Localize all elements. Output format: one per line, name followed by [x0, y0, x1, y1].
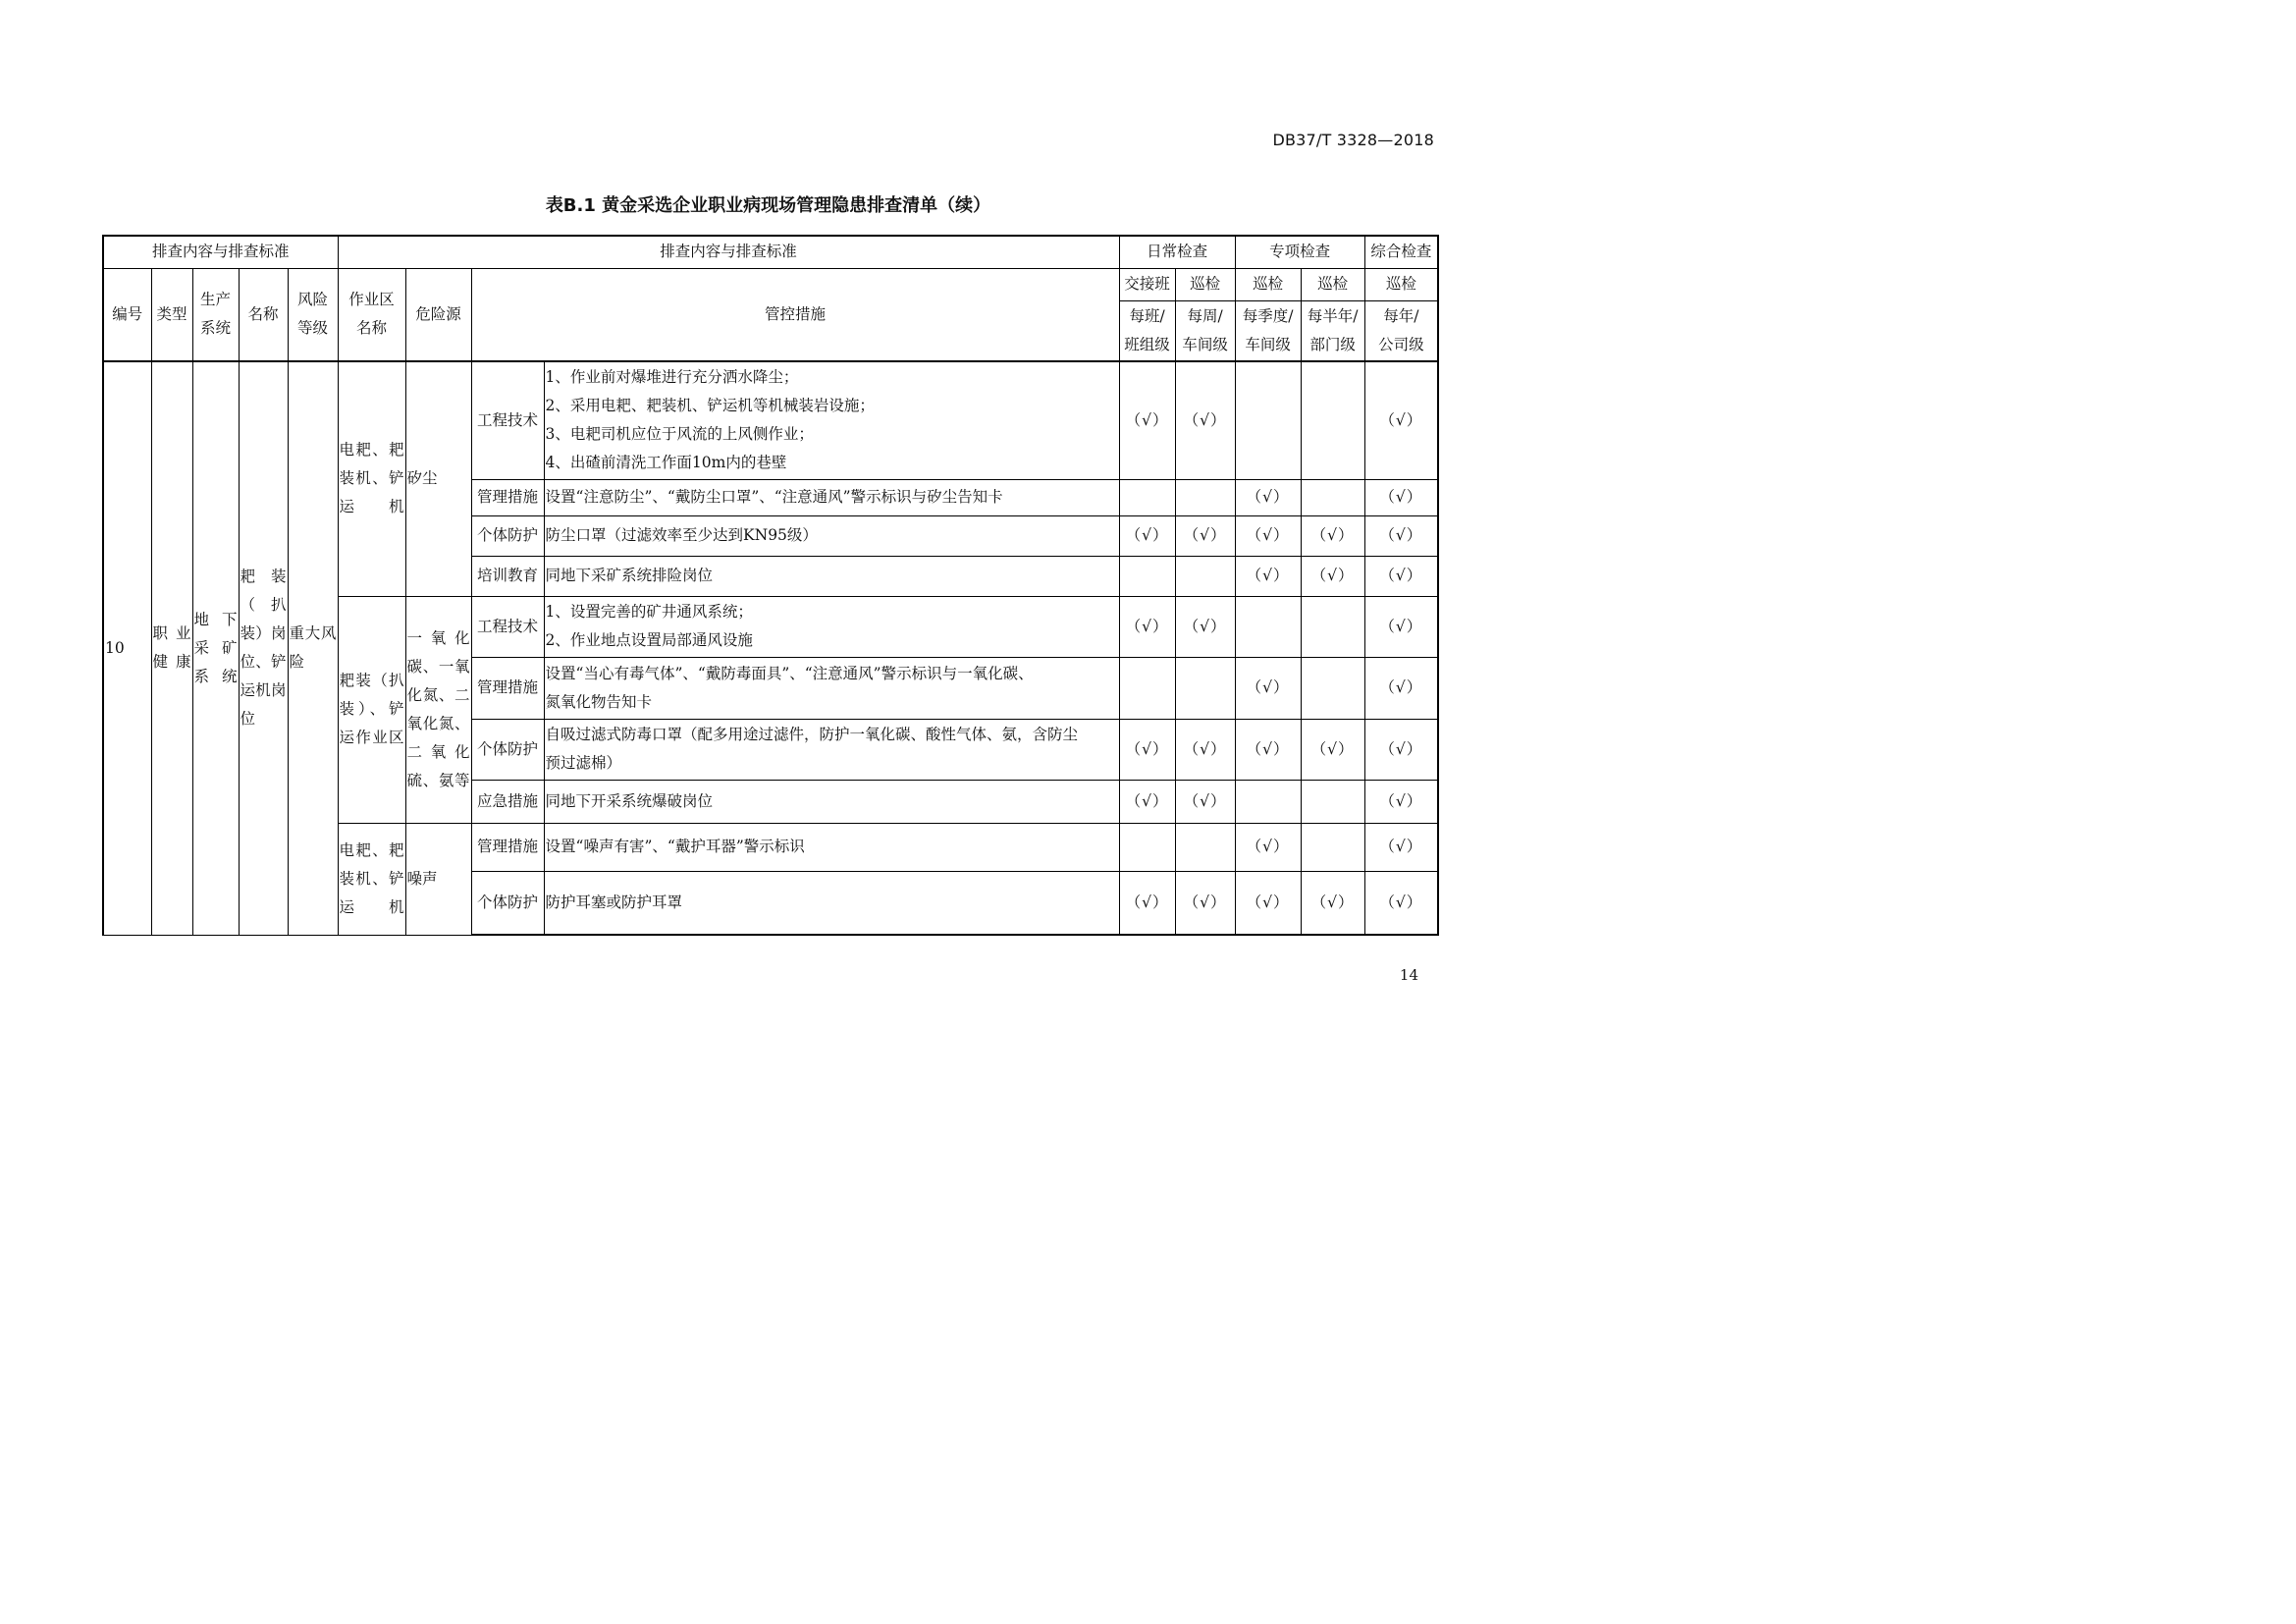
header-row-check-types [103, 268, 1438, 300]
hazard-source: 一氧化碳、一氧化氮、二氧化氮、二氧化硫、氨等 [405, 596, 471, 823]
row-system: 地下采矿系统 [192, 361, 239, 935]
group-header-right: 排查内容与排查标准 [338, 236, 1119, 268]
check-type-patrol-yearly: 巡检 [1364, 268, 1438, 300]
measure-detail [544, 823, 1119, 871]
frequency-weekly [1175, 300, 1235, 361]
frequency-quarterly-line2: 车间级 [1245, 335, 1291, 353]
row-number: 10 [103, 361, 151, 935]
measure-detail-line: 防护耳塞或防护耳罩 [545, 893, 683, 911]
measure-detail-line: 设置“当心有毒气体”、“戴防毒面具”、“注意通风”警示标识与一氧化碳、 [545, 664, 1034, 682]
check-mark-weekly [1175, 823, 1235, 871]
check-mark-weekly: （√） [1175, 596, 1235, 657]
frequency-yearly-line2: 公司级 [1378, 335, 1424, 353]
frequency-weekly-line1: 每周/ [1187, 306, 1223, 325]
col-header-measures: 管控措施 [471, 268, 1119, 361]
measure-detail [544, 361, 1119, 479]
check-mark-halfyear [1301, 361, 1364, 479]
frequency-halfyear-line1: 每半年/ [1307, 306, 1359, 325]
col-header-area-line1: 作业区 [348, 291, 395, 309]
row-name: 耙装（扒装）岗位、铲运机岗位 [239, 361, 288, 935]
measure-detail-line: 1、设置完善的矿井通风系统； [545, 603, 753, 621]
work-area-name: 耙装（扒装）、铲运作业区 [338, 596, 405, 823]
check-mark-shift: （√） [1119, 596, 1175, 657]
check-mark-weekly [1175, 556, 1235, 596]
check-mark-halfyear: （√） [1301, 556, 1364, 596]
document-page [0, 0, 1536, 1084]
col-header-type: 类型 [151, 268, 192, 361]
check-mark-shift [1119, 556, 1175, 596]
check-mark-yearly: （√） [1364, 361, 1438, 479]
col-header-area-line2: 名称 [356, 319, 388, 338]
measure-detail [544, 596, 1119, 657]
frequency-yearly-line1: 每年/ [1383, 306, 1419, 325]
check-mark-quarterly: （√） [1235, 657, 1301, 719]
check-mark-quarterly [1235, 596, 1301, 657]
work-area-name: 电耙、耙装机、铲运机 [338, 361, 405, 596]
check-mark-shift: （√） [1119, 719, 1175, 780]
col-header-number: 编号 [103, 268, 151, 361]
check-mark-weekly: （√） [1175, 515, 1235, 556]
check-mark-shift: （√） [1119, 515, 1175, 556]
check-mark-shift: （√） [1119, 780, 1175, 823]
measure-detail-line: 2、采用电耙、耙装机、铲运机等机械装岩设施； [545, 397, 875, 415]
check-mark-shift: （√） [1119, 871, 1175, 935]
check-type-patrol-weekly: 巡检 [1175, 268, 1235, 300]
check-mark-quarterly: （√） [1235, 871, 1301, 935]
frequency-halfyear [1301, 300, 1364, 361]
frequency-shift [1119, 300, 1175, 361]
measure-category: 工程技术 [471, 361, 544, 479]
col-header-risk-line1: 风险 [297, 291, 329, 309]
check-mark-halfyear: （√） [1301, 719, 1364, 780]
measure-detail [544, 780, 1119, 823]
group-header-comprehensive: 综合检查 [1364, 236, 1438, 268]
check-type-patrol-quarterly: 巡检 [1235, 268, 1301, 300]
check-mark-weekly: （√） [1175, 361, 1235, 479]
measure-category: 管理措施 [471, 479, 544, 515]
standard-code: DB37/T 3328—2018 [1272, 131, 1434, 149]
measure-detail-line: 防尘口罩（过滤效率至少达到KN95级） [545, 526, 818, 544]
measure-detail-line: 设置“噪声有害”、“戴护耳器”警示标识 [545, 838, 805, 855]
check-mark-shift [1119, 479, 1175, 515]
measure-detail-line: 预过滤棉） [545, 754, 622, 772]
check-mark-halfyear [1301, 479, 1364, 515]
check-mark-quarterly: （√） [1235, 823, 1301, 871]
measure-category: 管理措施 [471, 823, 544, 871]
frequency-shift-line1: 每班/ [1129, 306, 1165, 325]
hazard-checklist-table [102, 235, 1439, 936]
hazard-source: 矽尘 [405, 361, 471, 596]
col-header-name: 名称 [239, 268, 288, 361]
col-header-risk-line2: 等级 [297, 319, 329, 338]
col-header-system-line1: 生产 [199, 291, 231, 309]
check-mark-halfyear [1301, 596, 1364, 657]
measure-detail-line: 4、出碴前清洗工作面10m内的巷壁 [545, 454, 787, 472]
check-mark-weekly [1175, 479, 1235, 515]
col-header-area [338, 268, 405, 361]
measure-detail-line: 1、作业前对爆堆进行充分洒水降尘； [545, 368, 799, 387]
measure-detail [544, 479, 1119, 515]
col-header-system [192, 268, 239, 361]
frequency-quarterly [1235, 300, 1301, 361]
frequency-weekly-line2: 车间级 [1182, 335, 1228, 353]
col-header-risk [288, 268, 338, 361]
measure-detail-line: 同地下开采系统爆破岗位 [545, 791, 714, 810]
measure-detail [544, 871, 1119, 935]
check-mark-halfyear [1301, 780, 1364, 823]
row-risk: 重大风险 [288, 361, 338, 935]
header-row-groups [103, 236, 1438, 268]
measure-category: 个体防护 [471, 515, 544, 556]
measure-category: 工程技术 [471, 596, 544, 657]
measure-category: 应急措施 [471, 780, 544, 823]
check-mark-halfyear [1301, 657, 1364, 719]
check-mark-yearly: （√） [1364, 657, 1438, 719]
check-mark-yearly: （√） [1364, 871, 1438, 935]
measure-detail [544, 657, 1119, 719]
check-mark-yearly: （√） [1364, 780, 1438, 823]
group-header-daily: 日常检查 [1119, 236, 1235, 268]
check-mark-yearly: （√） [1364, 823, 1438, 871]
col-header-system-line2: 系统 [199, 319, 231, 338]
check-mark-weekly: （√） [1175, 780, 1235, 823]
table-title: 表B.1 黄金采选企业职业病现场管理隐患排查清单（续） [545, 195, 991, 216]
group-header-special: 专项检查 [1235, 236, 1364, 268]
check-mark-quarterly [1235, 780, 1301, 823]
work-area-name: 电耙、耙装机、铲运机 [338, 823, 405, 935]
measure-detail-line: 同地下采矿系统排险岗位 [545, 567, 714, 584]
check-mark-quarterly: （√） [1235, 556, 1301, 596]
row-type: 职业健康 [151, 361, 192, 935]
measure-detail-line: 2、作业地点设置局部通风设施 [545, 631, 753, 649]
frequency-halfyear-line2: 部门级 [1309, 335, 1356, 353]
frequency-quarterly-line1: 每季度/ [1242, 306, 1294, 325]
measure-detail-line: 3、电耙司机应位于风流的上风侧作业； [545, 425, 814, 444]
check-type-shift: 交接班 [1119, 268, 1175, 300]
check-mark-shift: （√） [1119, 361, 1175, 479]
check-mark-shift [1119, 657, 1175, 719]
page-number: 14 [1399, 966, 1418, 984]
check-mark-quarterly: （√） [1235, 719, 1301, 780]
check-type-patrol-halfyear: 巡检 [1301, 268, 1364, 300]
check-mark-weekly: （√） [1175, 871, 1235, 935]
measure-detail-line: 氮氧化物告知卡 [545, 692, 653, 711]
frequency-yearly [1364, 300, 1438, 361]
table-row [103, 361, 1438, 479]
group-header-left: 排查内容与排查标准 [103, 236, 338, 268]
measure-detail [544, 515, 1119, 556]
measure-detail [544, 719, 1119, 780]
measure-category: 培训教育 [471, 556, 544, 596]
hazard-source: 噪声 [405, 823, 471, 935]
check-mark-weekly: （√） [1175, 719, 1235, 780]
measure-category: 个体防护 [471, 719, 544, 780]
col-header-hazard: 危险源 [405, 268, 471, 361]
frequency-shift-line2: 班组级 [1124, 335, 1170, 353]
check-mark-quarterly: （√） [1235, 479, 1301, 515]
measure-category: 个体防护 [471, 871, 544, 935]
check-mark-yearly: （√） [1364, 479, 1438, 515]
check-mark-yearly: （√） [1364, 596, 1438, 657]
check-mark-halfyear: （√） [1301, 871, 1364, 935]
check-mark-shift [1119, 823, 1175, 871]
measure-category: 管理措施 [471, 657, 544, 719]
measure-detail-line: 设置“注意防尘”、“戴防尘口罩”、“注意通风”警示标识与矽尘告知卡 [545, 488, 1003, 506]
check-mark-yearly: （√） [1364, 515, 1438, 556]
check-mark-yearly: （√） [1364, 719, 1438, 780]
check-mark-yearly: （√） [1364, 556, 1438, 596]
check-mark-halfyear: （√） [1301, 515, 1364, 556]
measure-detail [544, 556, 1119, 596]
measure-detail-line: 自吸过滤式防毒口罩（配多用途过滤件，防护一氧化碳、酸性气体、氨，含防尘 [545, 726, 1079, 743]
check-mark-quarterly [1235, 361, 1301, 479]
check-mark-weekly [1175, 657, 1235, 719]
check-mark-quarterly: （√） [1235, 515, 1301, 556]
check-mark-halfyear [1301, 823, 1364, 871]
